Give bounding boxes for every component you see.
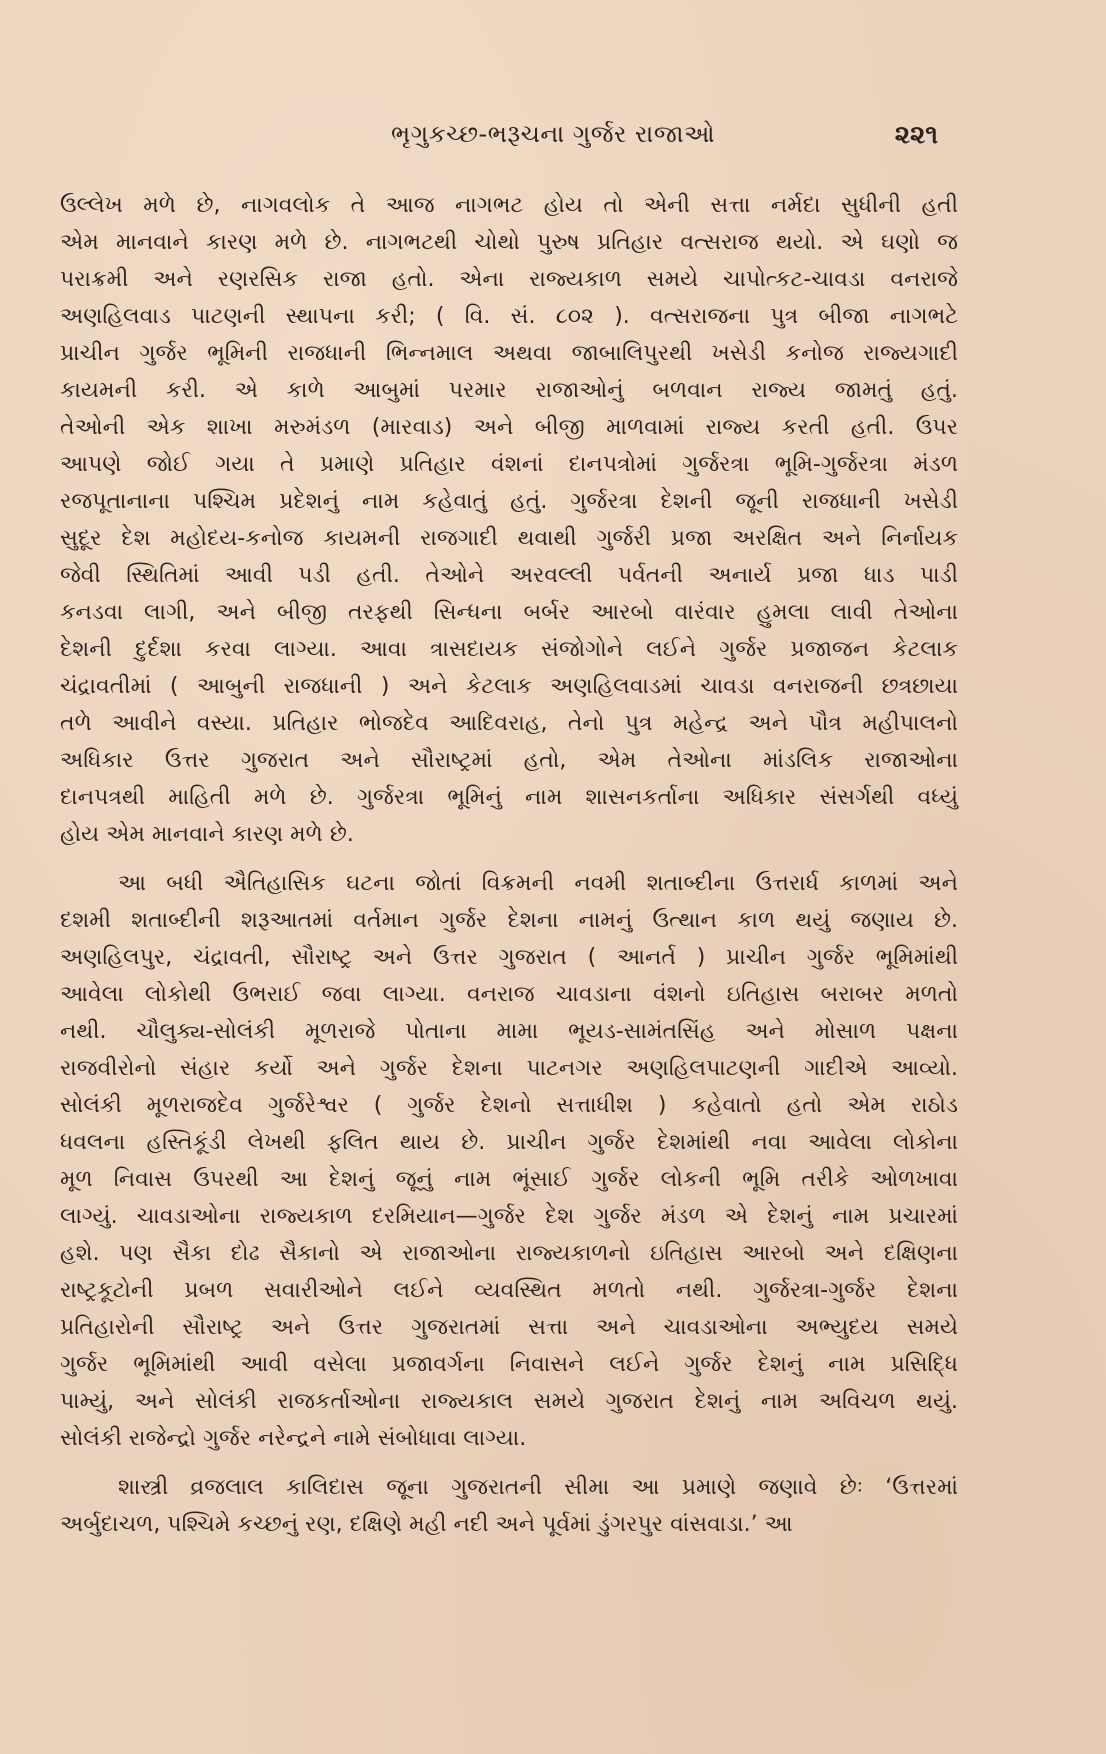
page-number: ૨૨૧	[894, 120, 938, 150]
text-line: ઉલ્લેખ મળે છે, નાગવલોક તે આજ નાગભટ હોય તો એની સત્તા નર્મદા સુધીની હતી	[60, 193, 958, 218]
text-line: રાષ્ટ્રકૂટોની પ્રબળ સવારીઓને લઈને વ્યવસ્થિત મળતો નથી. ગુર્જરત્રા-ગુર્જર દેશના	[60, 1278, 958, 1303]
running-title: ભૃગુકચ્છ-ભરૂચના ગુર્જર રાજાઓ	[390, 120, 716, 148]
text-line: તળે આવીને વસ્યા. પ્રતિહાર ભોજદેવ આદિવરાહ, તેનો પુત્ર મહેન્દ્ર અને પૌત્ર મહીપાલનો	[60, 711, 958, 736]
text-line: કનડવા લાગી, અને બીજી તરફથી સિન્ધના બર્બર આરબો વારંવાર હુમલા લાવી તેઓના	[60, 600, 958, 625]
text-line: ધવલના હસ્તિકૂંડી લેખથી ફલિત થાય છે. પ્રાચીન ગુર્જર દેશમાંથી નવા આવેલા લોકોના	[60, 1130, 958, 1155]
body-text	[60, 187, 958, 1543]
text-line: હશે. પણ સૈકા દોઢ સૈકાનો એ રાજાઓના રાજ્યકાળનો ઇતિહાસ આરબો અને દક્ષિણના	[60, 1241, 958, 1266]
text-line: આપણે જોઈ ગયા તે પ્રમાણે પ્રતિહાર વંશનાં દાનપત્રોમાં ગુર્જરત્રા ભૂમિ-ગુર્જરત્રા મંડળ	[60, 452, 958, 477]
text-line: પરાક્રમી અને રણરસિક રાજા હતો. એના રાજ્યકાળ સમયે ચાપોત્કટ-ચાવડા વનરાજે	[60, 267, 958, 292]
text-line: હોય એમ માનવાને કારણ મળે છે.	[60, 822, 354, 847]
text-line: મૂળ નિવાસ ઉપરથી આ દેશનું જૂનું નામ ભૂંસાઈ ગુર્જર લોકની ભૂમિ તરીકે ઓળખાવા	[60, 1167, 958, 1192]
text-line: રજપૂતાનાના પશ્ચિમ પ્રદેશનું નામ કહેવાતું હતું. ગુર્જરત્રા દેશની જૂની રાજધાની ખસેડી	[60, 489, 958, 514]
paragraph	[60, 1469, 958, 1543]
text-line: સોલંકી રાજેન્દ્રો ગુર્જર નરેન્દ્રને નામે સંબોધાવા લાગ્યા.	[60, 1426, 527, 1451]
text-line: કાયમની કરી. એ કાળે આબુમાં પરમાર રાજાઓનું બળવાન રાજ્ય જામતું હતું.	[60, 378, 958, 403]
text-line: આ બધી ઐતિહાસિક ઘટના જોતાં વિક્રમની નવમી શતાબ્દીના ઉત્તરાર્ધ કાળમાં અને	[118, 871, 958, 896]
text-line: અણહિલપુર, ચંદ્રાવતી, સૌરાષ્ટ્ર અને ઉત્તર ગુજરાત ( આનર્ત ) પ્રાચીન ગુર્જર ભૂમિમાંથી	[60, 945, 958, 970]
text-line: પ્રાચીન ગુર્જર ભૂમિની રાજધાની ભિન્નમાલ અથવા જાબાલિપુરથી ખસેડી કનોજ રાજ્યગાદી	[60, 341, 958, 366]
text-line: પામ્યું, અને સોલંકી રાજકર્તાઓના રાજ્યકાલ સમયે ગુજરાત દેશનું નામ અવિચળ થયું.	[60, 1389, 958, 1414]
text-line: ચંદ્રાવતીમાં ( આબુની રાજધાની ) અને કેટલાક અણહિલવાડમાં ચાવડા વનરાજની છત્રછાયા	[60, 674, 958, 699]
page-header	[0, 120, 1106, 160]
text-line: સોલંકી મૂળરાજદેવ ગુર્જરેશ્વર ( ગુર્જર દેશનો સત્તાધીશ ) કહેવાતો હતો એમ રાઠોડ	[60, 1093, 958, 1118]
text-line: અણહિલવાડ પાટણની સ્થાપના કરી; ( વિ. સં. ૮૦૨ ). વત્સરાજના પુત્ર બીજા નાગભટે	[60, 304, 958, 329]
paragraph	[60, 865, 958, 1457]
text-line: લાગ્યું. ચાવડાઓના રાજ્યકાળ દરમિયાન—ગુર્જર દેશ ગુર્જર મંડળ એ દેશનું નામ પ્રચારમાં	[60, 1204, 958, 1229]
text-line: શાસ્ત્રી વ્રજલાલ કાલિદાસ જૂના ગુજરાતની સીમા આ પ્રમાણે જણાવે છેઃ ‘ઉત્તરમાં	[118, 1475, 958, 1500]
text-line: જેવી સ્થિતિમાં આવી પડી હતી. તેઓને અરવલ્લી પર્વતની અનાર્ય પ્રજા ધાડ પાડી	[60, 563, 958, 588]
paragraph-gap	[60, 853, 958, 865]
text-line: સુદૂર દેશ મહોદય-કનોજ કાયમની રાજગાદી થવાથી ગુર્જરી પ્રજા અરક્ષિત અને નિર્નાયક	[60, 526, 958, 551]
text-line: દાનપત્રથી માહિતી મળે છે. ગુર્જરત્રા ભૂમિનું નામ શાસનકર્તાના અધિકાર સંસર્ગથી વધ્યું	[60, 785, 958, 810]
text-line: દશમી શતાબ્દીની શરૂઆતમાં વર્તમાન ગુર્જર દેશના નામનું ઉત્થાન કાળ થયું જણાય છે.	[60, 908, 958, 933]
text-line: એમ માનવાને કારણ મળે છે. નાગભટથી ચોથો પુરુષ પ્રતિહાર વત્સરાજ થયો. એ ઘણો જ	[60, 230, 958, 255]
text-line: પ્રતિહારોની સૌરાષ્ટ્ર અને ઉત્તર ગુજરાતમાં સત્તા અને ચાવડાઓના અભ્યુદય સમયે	[60, 1315, 958, 1340]
text-line: ગુર્જર ભૂમિમાંથી આવી વસેલા પ્રજાવર્ગના નિવાસને લઈને ગુર્જર દેશનું નામ પ્રસિદ્ધિ	[60, 1352, 958, 1377]
text-line: રાજવીરોનો સંહાર કર્યો અને ગુર્જર દેશના પાટનગર અણહિલપાટણની ગાદીએ આવ્યો.	[60, 1056, 958, 1081]
text-line: અર્બુદાચળ, પશ્ચિમે કચ્છનું રણ, દક્ષિણે મહી નદી અને પૂર્વમાં ડુંગરપુર વાંસવાડા.’ આ	[60, 1512, 793, 1537]
text-line: નથી. ચૌલુક્ય-સોલંકી મૂળરાજે પોતાના મામા ભૂયડ-સામંતસિંહ અને મોસાળ પક્ષના	[60, 1019, 958, 1044]
paragraph	[60, 187, 958, 853]
text-line: તેઓની એક શાખા મરુમંડળ (મારવાડ) અને બીજી માળવામાં રાજ્ય કરતી હતી. ઉપર	[60, 415, 958, 440]
text-line: દેશની દુર્દશા કરવા લાગ્યા. આવા ત્રાસદાયક સંજોગોને લઈને ગુર્જર પ્રજાજન કેટલાક	[60, 637, 958, 662]
text-line: અધિકાર ઉત્તર ગુજરાત અને સૌરાષ્ટ્રમાં હતો, એમ તેઓના માંડલિક રાજાઓના	[60, 748, 958, 773]
text-line: આવેલા લોકોથી ઉભરાઈ જવા લાગ્યા. વનરાજ ચાવડાના વંશનો ઇતિહાસ બરાબર મળતો	[60, 982, 958, 1007]
paragraph-gap	[60, 1457, 958, 1469]
